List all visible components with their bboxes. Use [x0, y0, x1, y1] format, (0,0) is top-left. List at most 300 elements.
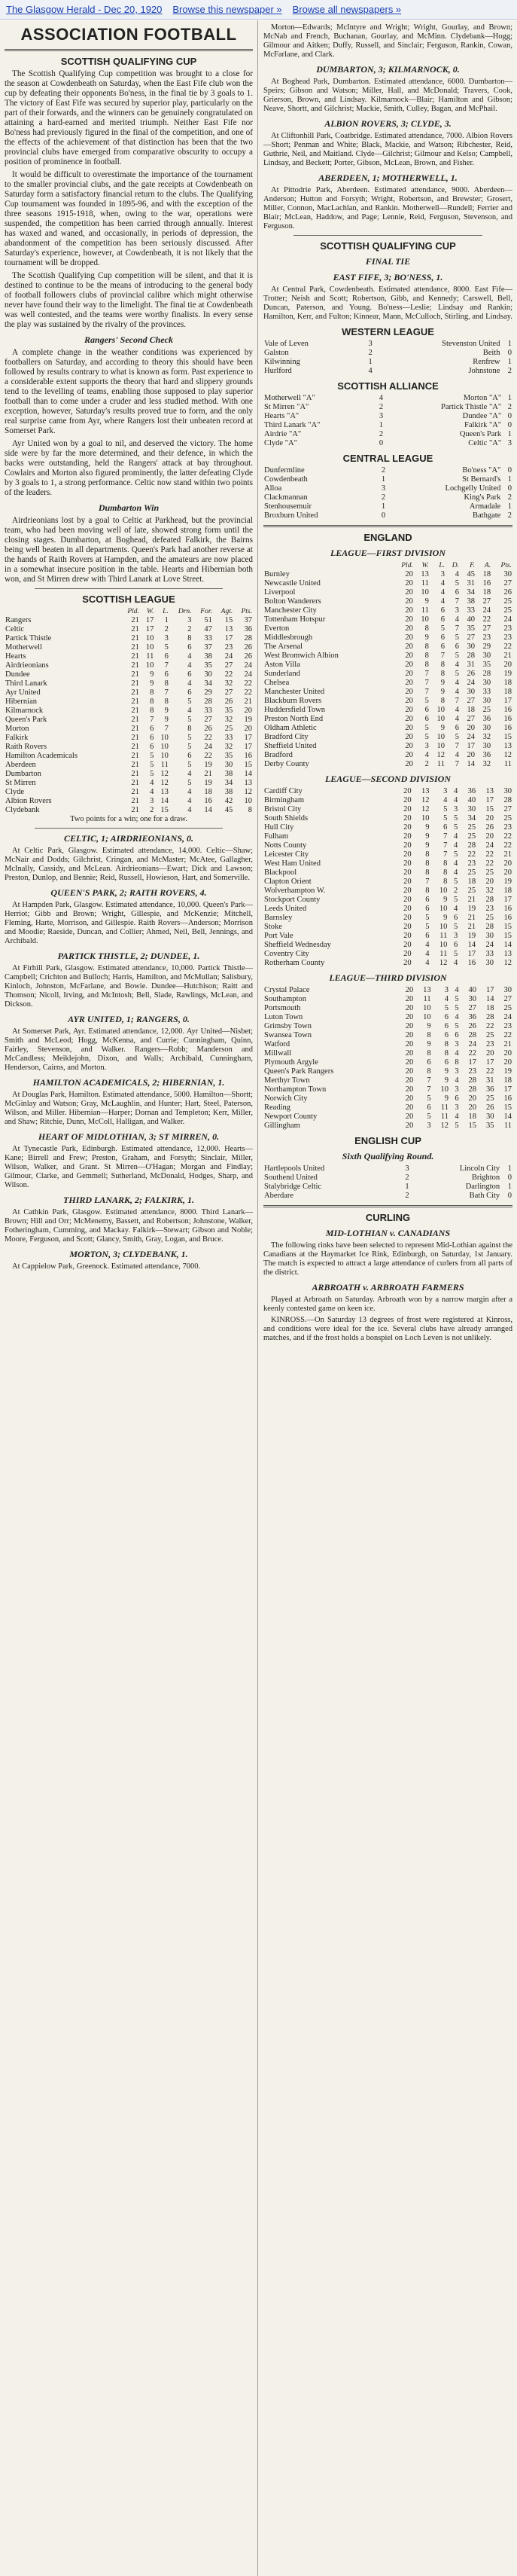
table-cell: West Bromwich Albion	[264, 652, 339, 660]
table-cell: 15	[503, 733, 512, 741]
table-header-cell: For.	[200, 608, 212, 615]
table-cell: Vale of Leven	[264, 340, 309, 348]
table-cell: 1	[368, 358, 373, 366]
match-report: At Cappielow Park, Greenock. Estimated attendance, 7000.	[12, 1262, 201, 1271]
table-cell: 21	[131, 761, 139, 769]
table-cell: 11	[440, 1113, 449, 1121]
table-cell: 36	[485, 1085, 494, 1094]
table-cell: 19	[467, 905, 476, 913]
table-cell: Burnley	[264, 570, 290, 578]
table-cell: 25	[485, 1094, 494, 1103]
table-cell: 28	[482, 670, 491, 678]
table-cell: Raith Rovers	[5, 743, 47, 751]
table-row	[263, 1192, 512, 1201]
table-cell: 20	[403, 823, 412, 832]
table-cell: 3	[424, 742, 429, 750]
table-cell: 16	[204, 797, 212, 805]
table-cell: 20	[467, 724, 476, 732]
table-cell: 25	[467, 887, 476, 895]
table-cell: 7	[443, 841, 448, 850]
table-cell: 5	[427, 1113, 431, 1121]
table-row	[263, 570, 512, 579]
table-cell: 18	[503, 1076, 512, 1085]
table-row	[263, 1031, 512, 1040]
table-header-cell: Agt.	[220, 608, 233, 615]
match-report: At Cathkin Park, Glasgow. Estimated attendance, 8000. Third Lanark—Brown; Hill and Orr; McMenemy, Bassett, and Robertson; Johnstone, Walker, Fotheringham, Cumming, and Mackay. Falkirk—Stewart; Gibson and Noble; Moore, Ferguson, and Scott; Glancy, Smith, Gray, Logan, and Bruce.	[5, 1208, 253, 1244]
table-row	[263, 950, 512, 959]
table-cell: 20	[405, 588, 413, 597]
browse-newspaper-link[interactable]: Browse this newspaper »	[172, 4, 282, 15]
table-row	[263, 1122, 512, 1131]
table-cell: 30	[482, 652, 491, 660]
table-cell: Hamilton Academicals	[5, 752, 78, 760]
table-cell: 6	[424, 715, 429, 723]
table-cell: 20	[405, 652, 413, 660]
table-cell: Merthyr Town	[264, 1076, 310, 1085]
table-cell: 21	[131, 743, 139, 751]
table-row	[5, 707, 253, 716]
table-row	[263, 511, 512, 520]
table-cell: 6	[443, 823, 448, 832]
table-cell: 0	[507, 484, 512, 493]
table-header-cell: L.	[439, 562, 445, 569]
divider	[263, 525, 512, 527]
table-cell: 5	[425, 914, 430, 922]
table-row	[263, 670, 512, 679]
table-cell: 1	[507, 1164, 512, 1173]
table-cell: 22	[467, 850, 476, 859]
table-row	[5, 797, 253, 806]
table-cell: 12	[421, 805, 430, 813]
table-cell: 6	[444, 1058, 449, 1067]
match-heading: EAST FIFE, 3; BO'NESS, 1.	[333, 272, 443, 282]
table-cell: 20	[405, 1022, 414, 1030]
table-cell: 3	[164, 634, 169, 642]
table-cell: 12	[160, 770, 169, 778]
table-cell: 27	[482, 597, 491, 606]
table-cell: 25	[485, 914, 494, 922]
table-cell: 4	[187, 707, 192, 715]
match-report: At Douglas Park, Hamilton. Estimated attendance, 5000. Hamilton—Shortt; McGinlay and Watson; Gray, McLaughlin, and Hunter; Hart, Steel, Paterson, Wilson, and Miller. Hibernian—Harper; Dornan and Templeton; Kerr, Miller, and Shaw; Ritchie, Dunn, McColl, Halligan, and Walker.	[5, 1091, 253, 1126]
table-row	[263, 877, 512, 887]
section-heading: SCOTTISH LEAGUE	[82, 594, 175, 605]
table-cell: 10	[436, 706, 445, 714]
table-cell: 3	[427, 1122, 431, 1130]
table-cell: 17	[145, 625, 154, 633]
newspaper-page	[0, 20, 517, 2576]
table-cell: 7	[425, 877, 430, 886]
table-cell: 6	[187, 643, 192, 652]
table-cell: 10	[423, 1013, 431, 1021]
table-cell: 22	[503, 841, 512, 850]
table-cell: 25	[485, 868, 494, 877]
table-cell: 4	[455, 751, 459, 759]
table-cell: 10	[439, 905, 448, 913]
table-cell: 36	[482, 751, 491, 759]
table-cell: 32	[485, 887, 494, 895]
table-cell: 4	[454, 787, 458, 795]
table-cell: 6	[187, 752, 192, 760]
table-row	[263, 642, 512, 652]
table-row	[263, 1067, 512, 1076]
table-cell: 16	[503, 724, 512, 732]
viewer-topbar	[0, 0, 517, 20]
table-cell: Renfrew	[473, 358, 500, 366]
table-cell: Hearts "A"	[264, 412, 300, 420]
table-cell: 6	[454, 941, 458, 949]
table-cell: 2	[405, 1192, 409, 1200]
table-cell: 5	[187, 716, 192, 724]
table-cell: 4	[454, 832, 458, 841]
table-row	[263, 1040, 512, 1049]
match-report: At Celtic Park, Glasgow. Estimated attendance, 14,000. Celtic—Shaw; McNair and Dodds; Gilchrist, Cringan, and McMaster; McAtee, Gallagher, McInally, Cassidy, and McLean. Airdrieonians—Ewart; Dick and Lawson; Preston, Dunlop, and Bennie; Reid, Russell, Howieson, Hart, and Somerville.	[5, 847, 253, 882]
table-cell: 0	[507, 1192, 512, 1200]
table-cell: 5	[455, 733, 459, 741]
table-cell: 25	[503, 814, 512, 823]
table-cell: 30	[503, 787, 512, 795]
table-cell: 4	[455, 570, 459, 578]
table-cell: 2	[454, 887, 458, 895]
table-cell: 5	[444, 1004, 449, 1012]
table-header-cell: F.	[470, 562, 476, 569]
table-cell: 20	[503, 859, 512, 868]
table-cell: 33	[485, 950, 494, 958]
table-cell: Lochgelly United	[445, 484, 501, 493]
table-cell: Liverpool	[264, 588, 296, 597]
table-row	[5, 652, 253, 661]
table-cell: 24	[244, 661, 252, 670]
table-cell: 7	[455, 760, 459, 768]
table-cell: 20	[405, 1067, 414, 1076]
table-row	[263, 1022, 512, 1031]
table-cell: 13	[421, 570, 429, 578]
table-cell: 22	[485, 1067, 494, 1076]
table-cell: 5	[454, 850, 458, 859]
subheading: LEAGUE—FIRST DIVISION	[330, 548, 446, 558]
table-header-cell	[263, 561, 391, 570]
table-cell: 8	[425, 850, 430, 859]
table-cell: 20	[405, 1013, 414, 1021]
table-cell: 8	[455, 1058, 459, 1067]
table-cell: 32	[224, 743, 233, 751]
article-paragraph: The following rinks have been selected to represent Mid-Lothian against the Canadians at the Haymarket Ice Rink, Edinburgh, on Saturday, 1st January. The match is expected to attract a large attendance of curlers from all parts of the district.	[263, 1241, 512, 1277]
table-cell: 10	[423, 1004, 431, 1012]
table-cell: West Ham United	[264, 859, 321, 868]
table-header-cell: L.	[163, 608, 169, 615]
table-cell: 8	[424, 661, 429, 669]
table-row	[263, 1094, 512, 1103]
table-cell: 1	[507, 358, 512, 366]
section-heading: ENGLAND	[363, 532, 412, 543]
table-row	[263, 832, 512, 841]
table-cell: 8	[425, 859, 430, 868]
table-cell: Morton "A"	[463, 394, 502, 402]
table-cell: 10	[439, 941, 448, 949]
table-row	[263, 588, 512, 597]
table-cell: 8	[150, 707, 154, 715]
table-cell: 4	[454, 841, 458, 850]
table-cell: 6	[425, 905, 430, 913]
table-cell: 24	[468, 1040, 477, 1048]
table-cell: 35	[467, 624, 476, 633]
table-cell: 0	[507, 1174, 512, 1182]
table-cell: Third Lanark "A"	[264, 421, 321, 429]
table-cell: 5	[454, 877, 458, 886]
table-cell: 9	[444, 1094, 449, 1103]
table-cell: 8	[427, 1067, 431, 1076]
table-cell: 1	[381, 475, 386, 484]
table-cell: 18	[204, 788, 212, 796]
table-cell: Sheffield Wednesday	[264, 941, 331, 949]
table-cell: Johnstone	[468, 367, 500, 375]
table-row	[5, 788, 253, 797]
table-row	[5, 725, 253, 734]
table-cell: 0	[381, 511, 386, 520]
table-cell: 0	[507, 421, 512, 429]
table-row	[263, 661, 512, 670]
table-cell: 10	[145, 661, 154, 670]
table-cell: 4	[455, 615, 459, 624]
table-cell: 21	[131, 752, 139, 760]
table-cell: 20	[503, 661, 512, 669]
table-cell: Lincoln City	[459, 1164, 500, 1173]
table-row	[263, 652, 512, 661]
table-cell: Southampton	[264, 995, 307, 1003]
table-row	[263, 923, 512, 932]
table-cell: 4	[455, 1013, 459, 1021]
table-cell: Watford	[264, 1040, 290, 1048]
table-cell: Alloa	[264, 484, 282, 493]
table-cell: 30	[485, 932, 494, 940]
table-cell: 28	[467, 652, 476, 660]
table-row	[5, 616, 253, 625]
table-cell: 10	[439, 887, 448, 895]
table-cell: 18	[503, 688, 512, 696]
table-cell: 26	[204, 725, 212, 733]
table-cell: 30	[482, 679, 491, 687]
table-cell: 5	[455, 1022, 459, 1030]
table-row	[263, 1085, 512, 1094]
table-row	[263, 905, 512, 914]
table-cell: 4	[440, 579, 445, 588]
table-cell: 30	[467, 805, 476, 813]
table-cell: 4	[455, 986, 459, 994]
source-link[interactable]: The Glasgow Herald - Dec 20, 1920	[6, 4, 163, 15]
table-cell: 16	[503, 715, 512, 723]
table-cell: 25	[503, 1004, 512, 1012]
table-cell: 20	[403, 896, 412, 904]
table-cell: Aston Villa	[264, 661, 300, 669]
table-cell: 20	[405, 1031, 414, 1039]
article-paragraph: KINROSS.—On Saturday 13 degrees of frost were registered at Kinross, and conditions were ideal for the ice. Several clubs have already arranged matches, and if the frost holds a bonspiel on Loch Leven is not unlikely.	[263, 1316, 512, 1342]
table-cell: 20	[468, 1103, 477, 1112]
section-heading: SCOTTISH QUALIFYING CUP	[60, 56, 197, 67]
table-cell: 4	[425, 941, 430, 949]
table-cell: 20	[405, 615, 413, 624]
table-cell: 23	[503, 1022, 512, 1030]
table-cell: 38	[467, 597, 476, 606]
match-heading: ALBION ROVERS, 3; CLYDE, 3.	[324, 118, 452, 129]
table-cell: 22	[244, 679, 252, 688]
table-cell: 8	[187, 725, 192, 733]
table-cell: Ayr United	[5, 688, 41, 697]
table-cell: 8	[427, 1031, 431, 1039]
table-cell: 9	[425, 832, 430, 841]
table-row	[263, 624, 512, 633]
table-cell: Hartlepools United	[264, 1164, 325, 1173]
table-cell: 21	[131, 625, 139, 633]
table-cell: 5	[424, 724, 429, 732]
table-cell: 22	[503, 1031, 512, 1039]
table-row	[5, 643, 253, 652]
subheading: Dumbarton Win	[98, 502, 160, 513]
table-cell: 20	[405, 1004, 414, 1012]
table-cell: 10	[421, 588, 429, 597]
table-header-cell: Drn.	[178, 608, 192, 615]
table-cell: 3	[368, 340, 373, 348]
table-cell: 5	[187, 743, 192, 751]
table-row	[263, 805, 512, 814]
table-cell: 30	[468, 995, 477, 1003]
table-row	[263, 715, 512, 724]
table-row	[263, 868, 512, 877]
left-column	[0, 20, 258, 2576]
table-cell: 5	[424, 697, 429, 705]
table-cell: 6	[455, 642, 459, 651]
table-cell: 3	[150, 797, 154, 805]
table-cell: 8	[424, 652, 429, 660]
table-cell: Queen's Park Rangers	[264, 1067, 334, 1076]
subheading: ARBROATH v. ARBROATH FARMERS	[312, 1282, 464, 1293]
table-cell: 30	[467, 642, 476, 651]
table-row	[5, 806, 253, 815]
table-cell: 20	[405, 624, 413, 633]
table-cell: 42	[224, 797, 233, 805]
table-header-cell	[5, 607, 120, 616]
table-row	[263, 349, 512, 358]
table-cell: 10	[145, 634, 154, 642]
match-report: At Tynecastle Park, Edinburgh. Estimated attendance, 12,000. Hearts—Kane; Birrell and Frew; Preston, Graham, and Forsyth; Sinclair, Miller, Wilson, Walker, and Grant. St Mirren—O'Hagan; Morgan and Findlay; Gilmour, Clarke, and Gemmell; Sutherland, McDonald, Hodges, Sharp, and Wilson.	[5, 1145, 253, 1189]
table-cell: 21	[503, 652, 512, 660]
article-paragraph: The Scottish Qualifying Cup competition will be silent, and that it is destined to continue to be the means of introducing to the general body of football followers clubs of provincial calibre which might otherwise never have found their way to the limelight. The final tie at Cowdenbeath was well contested, and the teams were worthy finalists. In every sense the play was sustained by the rivalry of the provinces.	[5, 271, 253, 329]
table-cell: Bo'ness "A"	[462, 466, 501, 475]
table-cell: 28	[204, 697, 212, 706]
table-row	[263, 1049, 512, 1058]
table-cell: 26	[244, 652, 252, 661]
match-report: At Hampden Park, Glasgow. Estimated attendance, 10,000. Queen's Park—Herriot; Gibb and Brown; Wright, Gillespie, and McKenzie; Mitchell, Fleming, Harte, Morrison, and Gillespie. Raith Rovers—Anderson; Morrison and Moodie; Raeside, Duncan, and Collier; Ahmed, Neil, Bell, Jennings, and Archibald.	[5, 901, 253, 945]
table-cell: 8	[164, 679, 169, 688]
divider	[263, 1205, 512, 1207]
table-cell: 5	[150, 761, 154, 769]
table-cell: 34	[204, 679, 212, 688]
table-cell: 3	[455, 606, 459, 615]
table-cell: 25	[485, 1031, 494, 1039]
table-cell: 5	[455, 579, 459, 588]
table-cell: 20	[405, 1122, 414, 1130]
table-cell: 18	[503, 679, 512, 687]
article-paragraph: It would be difficult to overestimate the importance of the tournament to the smaller provincial clubs, and the gate receipts at Cowdenbeath on Saturday form a satisfactory financial return to the clubs. The Qualifying Cup tournament was founded in 1895-96, and with the exception of the three seasons 1915-1918, when, owing to the war, operations were suspended, the competition has been carried through annually. Interest has waxed and waned, and occasionally, in periods of depression, the abandonment of the competition has been seriously discussed. After Saturday's experience, however, at Cowdenbeath, it is not likely that the tournament will be dropped.	[5, 170, 253, 267]
table-cell: Falkirk "A"	[464, 421, 502, 429]
table-cell: 26	[244, 643, 252, 652]
table-cell: 4	[440, 588, 445, 597]
table-cell: 21	[131, 797, 139, 805]
table-cell: 5	[455, 670, 459, 678]
table-cell: 30	[485, 1113, 494, 1121]
table-cell: 20	[405, 1049, 414, 1058]
table-cell: 18	[467, 706, 476, 714]
table-cell: 13	[244, 779, 252, 787]
table-cell: Notts County	[264, 841, 307, 850]
table-cell: 6	[187, 670, 192, 679]
table-cell: 30	[204, 670, 212, 679]
table-cell: 2	[381, 493, 386, 502]
table-cell: 10	[440, 1085, 449, 1094]
table-cell: 6	[164, 652, 169, 661]
table-cell: 5	[454, 923, 458, 931]
table-cell: 14	[485, 995, 494, 1003]
table-cell: 8	[150, 697, 154, 706]
table-cell: 18	[482, 570, 491, 578]
table-cell: 14	[467, 941, 476, 949]
table-cell: 17	[467, 950, 476, 958]
table-cell: 3	[444, 986, 449, 994]
table-cell: 27	[224, 688, 233, 697]
table-cell: 8	[424, 642, 429, 651]
table-cell: 27	[204, 716, 212, 724]
table-cell: Clyde "A"	[264, 439, 297, 447]
table-cell: 8	[248, 806, 252, 814]
table-cell: 10	[421, 615, 429, 624]
table-cell: 17	[145, 616, 154, 624]
table-cell: 18	[467, 877, 476, 886]
table-cell: 21	[131, 806, 139, 814]
table-cell: 1	[507, 394, 512, 402]
table-cell: 24	[467, 733, 476, 741]
browse-all-link[interactable]: Browse all newspapers »	[292, 4, 402, 15]
table-cell: 20	[403, 868, 412, 877]
table-cell: 18	[503, 887, 512, 895]
table-cell: 22	[482, 615, 491, 624]
league-table-scottish	[5, 607, 253, 815]
league-table-second	[263, 787, 512, 968]
table-row	[263, 814, 512, 823]
table-cell: 20	[403, 950, 412, 958]
table-cell: 3	[455, 1103, 459, 1112]
table-cell: 21	[467, 923, 476, 931]
table-cell: 16	[503, 706, 512, 714]
table-cell: 29	[482, 642, 491, 651]
table-cell: Kilwinning	[264, 358, 300, 366]
table-cell: Norwich City	[264, 1094, 308, 1103]
table-cell: 35	[224, 707, 233, 715]
table-cell: 24	[485, 841, 494, 850]
table-cell: 20	[403, 859, 412, 868]
table-cell: 20	[403, 805, 412, 813]
table-cell: 21	[131, 643, 139, 652]
table-cell: 28	[244, 634, 252, 642]
table-cell: 36	[467, 787, 476, 795]
table-cell: 20	[485, 814, 494, 823]
table-cell: Hibernian	[5, 697, 37, 706]
table-cell: Aberdeen	[5, 761, 36, 769]
table-cell: 32	[224, 679, 233, 688]
table-cell: 17	[485, 1058, 494, 1067]
table-cell: 27	[503, 805, 512, 813]
table-cell: 8	[424, 624, 429, 633]
table-cell: 38	[224, 788, 233, 796]
table-row	[5, 688, 253, 697]
table-cell: 20	[403, 877, 412, 886]
